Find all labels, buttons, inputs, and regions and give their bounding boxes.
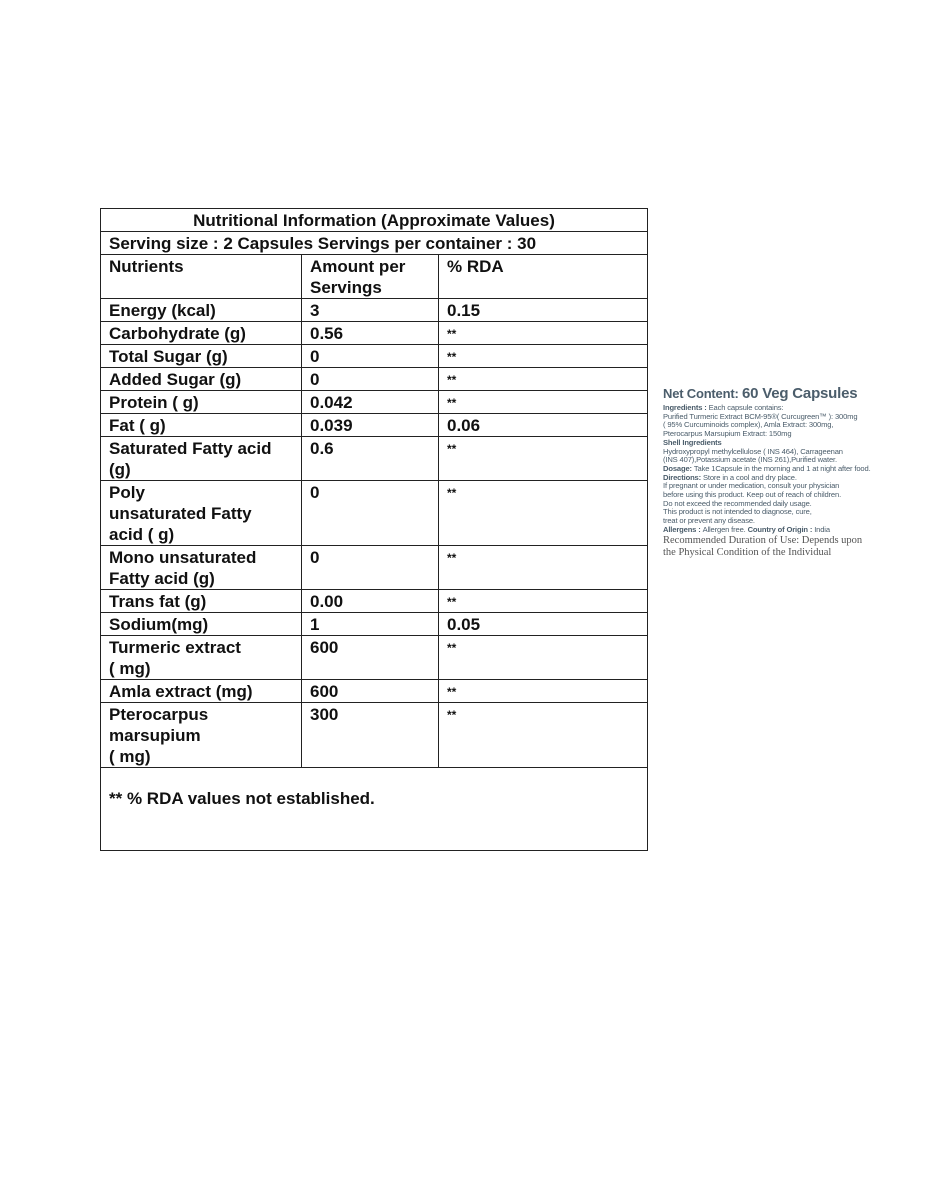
nutrient-name [101, 414, 302, 437]
nutrient-rda: ** [439, 703, 648, 768]
nutrient-name [101, 546, 302, 590]
nutrient-name-line: unsaturated Fatty [109, 504, 252, 523]
nutrient-name [101, 636, 302, 680]
nutrient-rda: 0.15 [439, 299, 648, 322]
nutrient-name-line: acid ( g) [109, 525, 175, 544]
nutrient-name [101, 590, 302, 613]
nutrient-amount: 0 [302, 368, 439, 391]
ingredients-line-2: ( 95% Curcuminoids complex), Amla Extract: 300mg, [663, 420, 834, 430]
title-row [101, 209, 648, 232]
nutrient-amount: 3 [302, 299, 439, 322]
nutrient-name-line: Total Sugar (g) [109, 347, 228, 366]
header-rda: % RDA [439, 255, 648, 299]
nutrient-name-line: Fatty acid (g) [109, 569, 215, 588]
nutrient-rda: ** [439, 546, 648, 590]
nutrient-name [101, 345, 302, 368]
net-content [663, 385, 923, 402]
nutrient-row [101, 391, 648, 414]
nutrient-name-line: Poly [109, 483, 145, 502]
shell-line-2: (INS 407),Potassium acetate (INS 261),Purified water. [663, 455, 837, 465]
nutrient-name-line: ( mg) [109, 747, 151, 766]
nutrient-name-line: Saturated Fatty acid [109, 439, 272, 458]
nutrient-rda: ** [439, 590, 648, 613]
nutrient-amount: 0.6 [302, 437, 439, 481]
nutrient-row [101, 590, 648, 613]
nutrient-amount: 0.56 [302, 322, 439, 345]
nutrient-name-line: Turmeric extract [109, 638, 241, 657]
nutrient-rda: ** [439, 680, 648, 703]
shell-ingredients-label: Shell Ingredients [663, 437, 722, 447]
nutrient-row [101, 680, 648, 703]
ingredients-intro: Each capsule contains: [708, 403, 784, 412]
nutrient-row [101, 703, 648, 768]
nutrient-name [101, 703, 302, 768]
nutrient-row [101, 437, 648, 481]
nutrient-amount: 300 [302, 703, 439, 768]
duration-line-1: Recommended Duration of Use: Depends upon [663, 534, 863, 546]
nutrient-name-line: ( mg) [109, 659, 151, 678]
nutrient-name-line: Fat ( g) [109, 416, 166, 435]
header-amount [302, 255, 439, 299]
dosage-label: Dosage: [663, 463, 694, 473]
allergens-origin [663, 526, 923, 535]
nutrient-row [101, 414, 648, 437]
warning-line-3: Do not exceed the recommended daily usage. [663, 498, 812, 508]
nutrition-table [100, 208, 648, 851]
nutrient-name-line: Trans fat (g) [109, 592, 207, 611]
nutrient-name [101, 391, 302, 414]
header-nutrients: Nutrients [101, 255, 302, 299]
footnote-row [101, 768, 648, 851]
nutrient-name-line: Carbohydrate (g) [109, 324, 246, 343]
shell-line-1: Hydroxypropyl methylcellulose ( INS 464), Carrageenan [663, 446, 843, 456]
nutrient-row [101, 636, 648, 680]
nutrient-name-line: Energy (kcal) [109, 301, 216, 320]
nutrient-name [101, 680, 302, 703]
nutrient-name [101, 437, 302, 481]
allergens-text: Allergen free. [702, 524, 748, 534]
nutrient-amount: 0 [302, 481, 439, 546]
table-title: Nutritional Information (Approximate Values) [101, 209, 648, 232]
nutrient-name [101, 322, 302, 345]
nutrient-amount: 0.039 [302, 414, 439, 437]
nutrient-row [101, 345, 648, 368]
nutrient-name [101, 368, 302, 391]
nutrient-amount: 0.042 [302, 391, 439, 414]
serving-row [101, 232, 648, 255]
header-amount-line-1: Amount per [310, 257, 406, 276]
nutrient-row [101, 368, 648, 391]
nutrient-amount: 0 [302, 546, 439, 590]
nutrient-row [101, 299, 648, 322]
nutrient-name [101, 613, 302, 636]
nutrient-amount: 600 [302, 636, 439, 680]
directions-text: Store in a cool and dry place. [702, 472, 797, 482]
header-amount-line-2: Servings [310, 278, 382, 297]
origin-label: Country of Origin : [747, 524, 815, 534]
nutrient-amount: 0 [302, 345, 439, 368]
nutrient-rda: ** [439, 368, 648, 391]
ingredients-line-1: Purified Turmeric Extract BCM-95®( Curcugreen™ ): 300mg [663, 411, 858, 421]
nutrient-name-line: Mono unsaturated [109, 548, 257, 567]
label-info-panel [663, 385, 923, 559]
nutrient-amount: 1 [302, 613, 439, 636]
net-content-label: Net Content: [663, 386, 742, 401]
nutrient-name [101, 481, 302, 546]
nutrient-amount: 0.00 [302, 590, 439, 613]
warning-line-4: This product is not intended to diagnose, cure, [663, 507, 812, 517]
nutrient-rda: ** [439, 322, 648, 345]
warning-line-5: treat or prevent any disease. [663, 516, 755, 526]
nutrient-name-line: Amla extract (mg) [109, 682, 253, 701]
duration-line-2: the Physical Condition of the Individual [663, 546, 832, 558]
nutrient-name-line: Added Sugar (g) [109, 370, 242, 389]
dosage-text: Take 1Capsule in the morning and 1 at night after food. [693, 463, 871, 473]
warning-line-2: before using this product. Keep out of reach of children. [663, 490, 842, 500]
nutrient-rda: ** [439, 391, 648, 414]
nutrient-row [101, 613, 648, 636]
nutrient-amount: 600 [302, 680, 439, 703]
header-row [101, 255, 648, 299]
net-content-value: 60 Veg Capsules [742, 385, 858, 402]
nutrient-name-line: Pterocarpus [109, 705, 209, 724]
nutrient-rda: 0.06 [439, 414, 648, 437]
nutrient-name-line: Protein ( g) [109, 393, 199, 412]
nutrient-row [101, 481, 648, 546]
nutrient-name-line: (g) [109, 460, 131, 479]
nutrient-rda: 0.05 [439, 613, 648, 636]
nutrient-rda: ** [439, 636, 648, 680]
rda-footnote: ** % RDA values not established. [101, 768, 648, 851]
nutrient-row [101, 322, 648, 345]
nutrient-name-line: Sodium(mg) [109, 615, 209, 634]
allergens-label: Allergens : [663, 524, 703, 534]
nutrient-rda: ** [439, 481, 648, 546]
serving-info: Serving size : 2 Capsules Servings per container : 30 [101, 232, 648, 255]
directions-label: Directions: [663, 472, 703, 482]
warning-line-1: If pregnant or under medication, consult your physician [663, 481, 840, 491]
ingredients-line-3: Pterocarpus Marsupium Extract: 150mg [663, 429, 792, 439]
ingredients-label: Ingredients : [663, 403, 709, 412]
nutrient-rda: ** [439, 345, 648, 368]
nutrient-rda: ** [439, 437, 648, 481]
nutrient-name-line: marsupium [109, 726, 201, 745]
nutrition-table-body [101, 209, 648, 851]
origin-text: India [814, 524, 830, 534]
nutrient-row [101, 546, 648, 590]
nutrient-name [101, 299, 302, 322]
